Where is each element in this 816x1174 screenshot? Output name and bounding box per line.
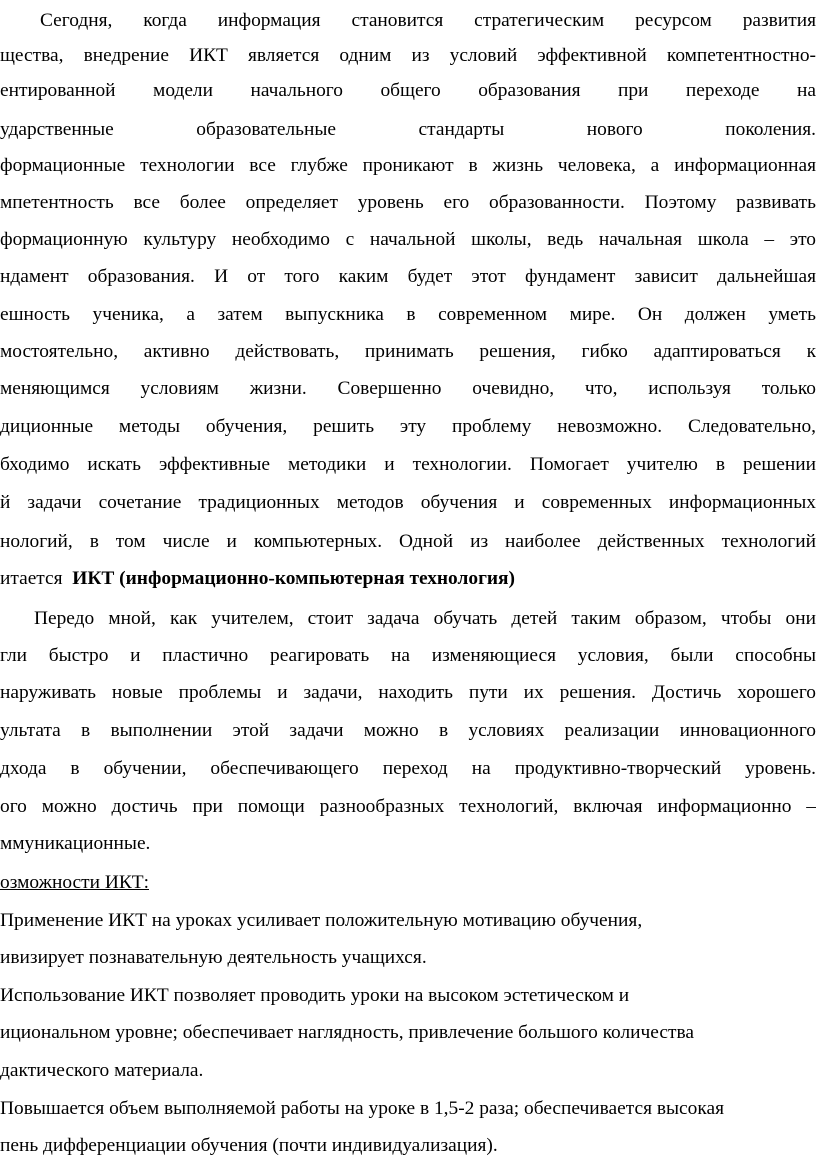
paragraph-line: ого можно достичь при помощи разнообразных технологий, включая информационно – [0,796,816,817]
paragraph-line: гли быстро и пластично реагировать на изменяющиеся условия, были способны [0,645,816,666]
list-item: ициональном уровне; обеспечивает наглядность, привлечение большого количества [0,1022,694,1043]
paragraph-last-line [0,561,816,597]
list-item: Повышается объем выполняемой работы на уроке в 1,5-2 раза; обеспечивается высокая [0,1098,724,1119]
paragraph-line: бходимо искать эффективные методики и технологии. Помогает учителю в решении [0,454,816,475]
ict-bold-term: ИКТ (информационно-компьютерная технология) [72,568,515,589]
paragraph-line: Сегодня, когда информация становится стратегическим ресурсом развития [40,10,816,31]
paragraph-line: формационную культуру необходимо с начальной школы, ведь начальная школа – это [0,229,816,250]
paragraph-line: й задачи сочетание традиционных методов обучения и современных информационных [0,492,816,513]
paragraph-line: нологий, в том числе и компьютерных. Одной из наиболее действенных технологий [0,531,816,552]
paragraph-line: диционные методы обучения, решить эту проблему невозможно. Следовательно, [0,416,816,437]
paragraph-line: ентированной модели начального общего образования при переходе на [0,80,816,101]
paragraph-line: ндамент образования. И от того каким будет этот фундамент зависит дальнейшая [0,266,816,287]
paragraph-line-text: итается [0,568,63,589]
paragraph-line: мпетентность все более определяет уровень его образованности. Поэтому развивать [0,192,816,213]
paragraph-line: формационные технологии все глубже проникают в жизнь человека, а информационная [0,155,816,176]
paragraph-line: дхода в обучении, обеспечивающего переход на продуктивно-творческий уровень. [0,758,816,779]
paragraph-line: меняющимся условиям жизни. Совершенно очевидно, что, используя только [0,378,816,399]
paragraph-line: наруживать новые проблемы и задачи, находить пути их решения. Достичь хорошего [0,682,816,703]
paragraph-line: мостоятельно, активно действовать, принимать решения, гибко адаптироваться к [0,341,816,362]
list-item: Применение ИКТ на уроках усиливает положительную мотивацию обучения, [0,910,643,931]
paragraph-line: щества, внедрение ИКТ является одним из условий эффективной компетентностно- [0,45,816,66]
paragraph-line: ммуникационные. [0,833,151,854]
list-item: ивизирует познавательную деятельность учащихся. [0,947,427,968]
paragraph-line: ультата в выполнении этой задачи можно в условиях реализации инновационного [0,720,816,741]
list-item: пень дифференциации обучения (почти индивидуализация). [0,1135,498,1156]
paragraph-line: Передо мной, как учителем, стоит задача обучать детей таким образом, чтобы они [34,608,816,629]
paragraph-line: ударственные образовательные стандарты нового поколения. [0,119,816,140]
list-item: дактического материала. [0,1060,204,1081]
section-heading: озможности ИКТ: [0,872,149,893]
list-item: Использование ИКТ позволяет проводить уроки на высоком эстетическом и [0,985,630,1006]
paragraph-line: ешность ученика, а затем выпускника в современном мире. Он должен уметь [0,304,816,325]
